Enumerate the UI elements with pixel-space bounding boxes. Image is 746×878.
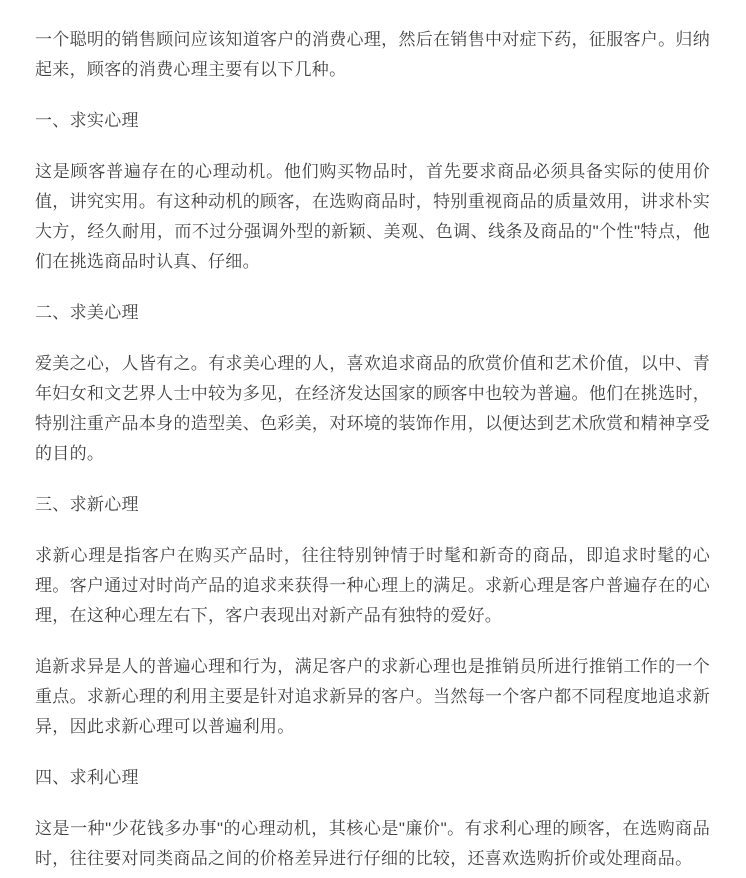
section-2-paragraph: 爱美之心，人皆有之。有求美心理的人，喜欢追求商品的欣赏价值和艺术价值，以中、青年妇女和文艺界人士中较为多见，在经济发达国家的顾客中也较为普遍。他们在挑选时，特别注重产品本身的造型美、色彩美，对环境的装饰作用，以便达到艺术欣赏和精神享受的目的。 xyxy=(35,354,710,463)
section-1-paragraph: 这是顾客普遍存在的心理动机。他们购买物品时，首先要求商品必须具备实际的使用价值，讲究实用。有这种动机的顾客，在选购商品时，特别重视商品的质量效用，讲求朴实大方，经久耐用，而不过分强调外型的新颖、美观、色调、线条及商品的"个性"特点，他们在挑选商品时认真、仔细。 xyxy=(35,162,710,271)
section-heading-4: 四、求利心理 xyxy=(35,768,139,787)
section-heading-3: 三、求新心理 xyxy=(35,495,139,514)
section-3-paragraph-1: 求新心理是指客户在购买产品时，往往特别钟情于时髦和新奇的商品，即追求时髦的心理。客户通过对时尚产品的追求来获得一种心理上的满足。求新心理是客户普遍存在的心理，在这种心理左右下，客户表现出对新产品有独特的爱好。 xyxy=(35,546,710,625)
section-4-paragraph: 这是一种"少花钱多办事"的心理动机，其核心是"廉价"。有求利心理的顾客，在选购商品时，往往要对同类商品之间的价格差异进行仔细的比较，还喜欢选购折价或处理商品。 xyxy=(35,819,710,868)
intro-paragraph: 一个聪明的销售顾问应该知道客户的消费心理，然后在销售中对症下药，征服客户。归纳起来，顾客的消费心理主要有以下几种。 xyxy=(35,30,710,79)
section-heading-1: 一、求实心理 xyxy=(35,111,139,130)
section-heading-2: 二、求美心理 xyxy=(35,303,139,322)
section-3-paragraph-2: 追新求异是人的普遍心理和行为，满足客户的求新心理也是推销员所进行推销工作的一个重点。求新心理的利用主要是针对追求新异的客户。当然每一个客户都不同程度地追求新异，因此求新心理可以普遍利用。 xyxy=(35,657,710,736)
article-body xyxy=(35,25,710,874)
